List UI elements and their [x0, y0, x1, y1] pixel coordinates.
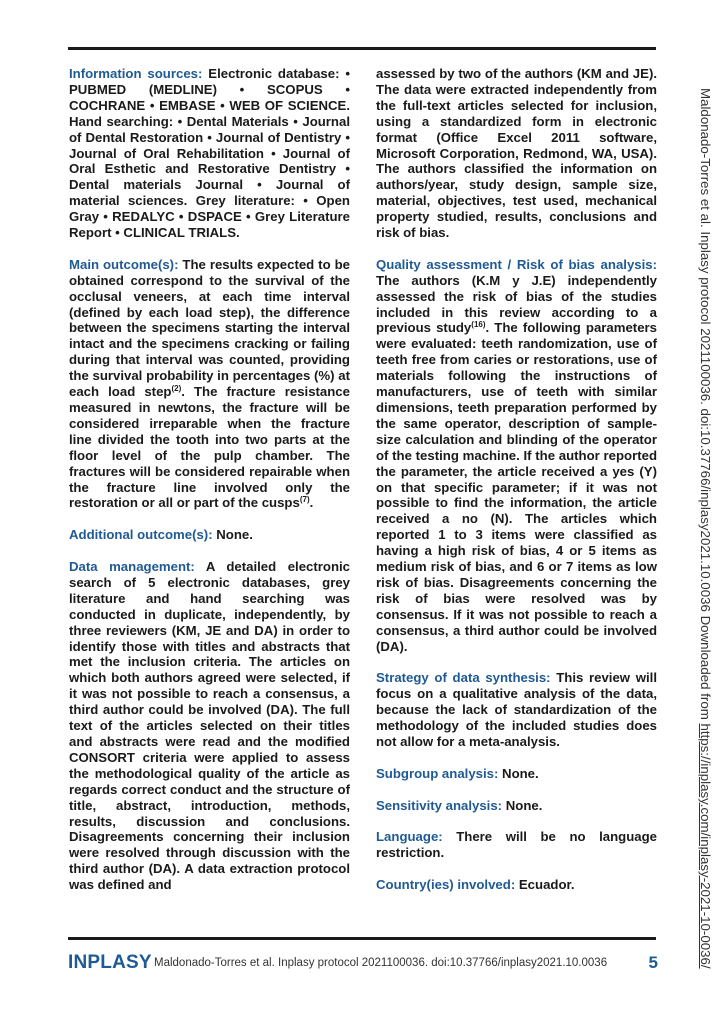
section-body: None.	[502, 797, 543, 813]
download-notice-text: Maldonado-Torres et al. Inplasy protocol 2021100036. doi:10.37766/inplasy2021.10.0036 Downloaded from	[698, 88, 713, 724]
section-body: Ecuador.	[515, 877, 575, 893]
section-body: . The fracture resistance measured in newtons, the fracture will be considered irreparable when the fracture line divided the tooth into two parts at the floor level of the pulp chamber. The fractures will be considered repairable when the fracture line involved only the restoration or all or part of the cusps	[69, 384, 350, 511]
section-body: None.	[212, 527, 253, 543]
section-sensitivity-analysis	[376, 798, 657, 814]
section-heading: Subgroup analysis:	[376, 765, 499, 781]
section-body: . The following parameters were evaluated: teeth randomization, use of teeth free from caries or restorations, use of materials following the instructions of manufacturers, use of teeth with similar dimensions, teeth preparation performed by the same operator, description of sample-size calculation and blinding of the operator of the testing machine. If the author reported the parameter, the article received a yes (Y) on that specific parameter; if it was not possible to find the information, the article received a no (N). The articles which reported 1 to 3 items were classified as having a high risk of bias, 4 or 5 items as medium risk of bias, and 6 or 7 items as low risk of bias. Disagreements concerning the risk of bias were resolved was by consensus. If it was not possible to reach a consensus, a third author could be involved (DA).	[376, 320, 657, 654]
journal-logo: INPLASY	[68, 952, 152, 973]
section-main-outcomes	[69, 257, 350, 512]
section-heading: Country(ies) involved:	[376, 877, 516, 893]
section-data-management	[69, 559, 350, 893]
footer-rule	[68, 937, 656, 940]
section-quality-assessment	[376, 257, 657, 655]
reference-marker: (7)	[299, 495, 310, 505]
footer-citation: Maldonado-Torres et al. Inplasy protocol 2021100036. doi:10.37766/inplasy2021.10.0036	[154, 957, 608, 969]
section-data-management-continued	[376, 66, 657, 241]
section-heading: Quality assessment / Risk of bias analysis:	[376, 256, 657, 272]
section-countries-involved	[376, 877, 657, 893]
header-rule	[68, 47, 656, 50]
section-body: Electronic database: • PUBMED (MEDLINE) • SCOPUS • COCHRANE • EMBASE • WEB OF SCIENCE. Hand searching: • Dental Materials • Journal of Dental Restoration • Journal of Dentistry • Journal of Oral Rehabilitation • Journal of Oral Esthetic and Restorative Dentistry • Dental materials Journal • Journal of material sciences. Grey literature: • Open Gray • REDALYC • DSPACE • Grey Literature Report • CLINICAL TRIALS.	[69, 66, 350, 241]
section-heading: Information sources:	[69, 66, 203, 81]
section-heading: Additional outcome(s):	[69, 527, 213, 543]
section-body: The authors (K.M y J.E) independently assessed the risk of bias of the studies included in this review according to a previous study	[376, 272, 657, 336]
section-body: assessed by two of the authors (KM and JE). The data were extracted independently from the full-text articles selected for inclusion, using a standardized form in electronic format (Office Excel 2011 software, Microsoft Corporation, Redmond, WA, USA). The authors classified the information on authors/year, study design, sample size, material, objectives, test used, mechanical property studied, results, conclusions and risk of bias.	[376, 66, 657, 241]
section-heading: Main outcome(s):	[69, 256, 179, 272]
page-number: 5	[648, 953, 658, 972]
section-heading: Language:	[376, 829, 443, 845]
section-body: .	[309, 495, 314, 511]
section-information-sources	[69, 66, 350, 241]
section-language	[376, 829, 657, 861]
section-body: A detailed electronic search of 5 electronic databases, grey literature and hand searching was conducted in duplicate, independently, by three reviewers (KM, JE and DA) in order to identify those with titles and abstracts that met the inclusion criteria. The articles on which both authors agreed were selected, if it was not possible to reach a consensus, a third author could be involved (DA). The full text of the articles selected on their titles and abstracts were read and the modified CONSORT criteria were applied to assess the methodological quality of the article as regards correct conduct and the structure of title, abstract, introduction, methods, results, discussion and conclusions. Disagreements concerning their inclusion were resolved through discussion with the third author (DA). A data extraction protocol was defined and	[69, 559, 350, 893]
reference-marker: (2)	[171, 384, 182, 394]
section-heading: Sensitivity analysis:	[376, 797, 503, 813]
download-link[interactable]: https://inplasy.com/inplasy-2021-10-0036/	[698, 723, 713, 969]
vertical-sidebar	[697, 88, 717, 969]
section-heading: Strategy of data synthesis:	[376, 670, 551, 686]
section-body: The results expected to be obtained correspond to the survival of the occlusal veneers, at each time interval (defined by each load step), the difference between the specimens starting the interval intact and the specimens cracking or failing during that interval was counted, providing the survival probability in percentages (%) at each load step	[69, 256, 350, 400]
download-notice	[698, 88, 713, 969]
left-column	[69, 66, 350, 909]
right-column	[376, 66, 657, 909]
section-heading: Data management:	[69, 559, 195, 575]
section-body: None.	[498, 765, 539, 781]
section-strategy-data-synthesis	[376, 670, 657, 750]
section-subgroup-analysis	[376, 766, 657, 782]
section-body: This review will focus on a qualitative analysis of the data, because the lack of standardization of the methodology of the included studies does not allow for a meta-analysis.	[376, 670, 657, 750]
section-body: There will be no language restriction.	[376, 829, 657, 861]
section-additional-outcomes	[69, 527, 350, 543]
page-footer	[68, 952, 658, 976]
reference-marker: (16)	[471, 320, 486, 330]
